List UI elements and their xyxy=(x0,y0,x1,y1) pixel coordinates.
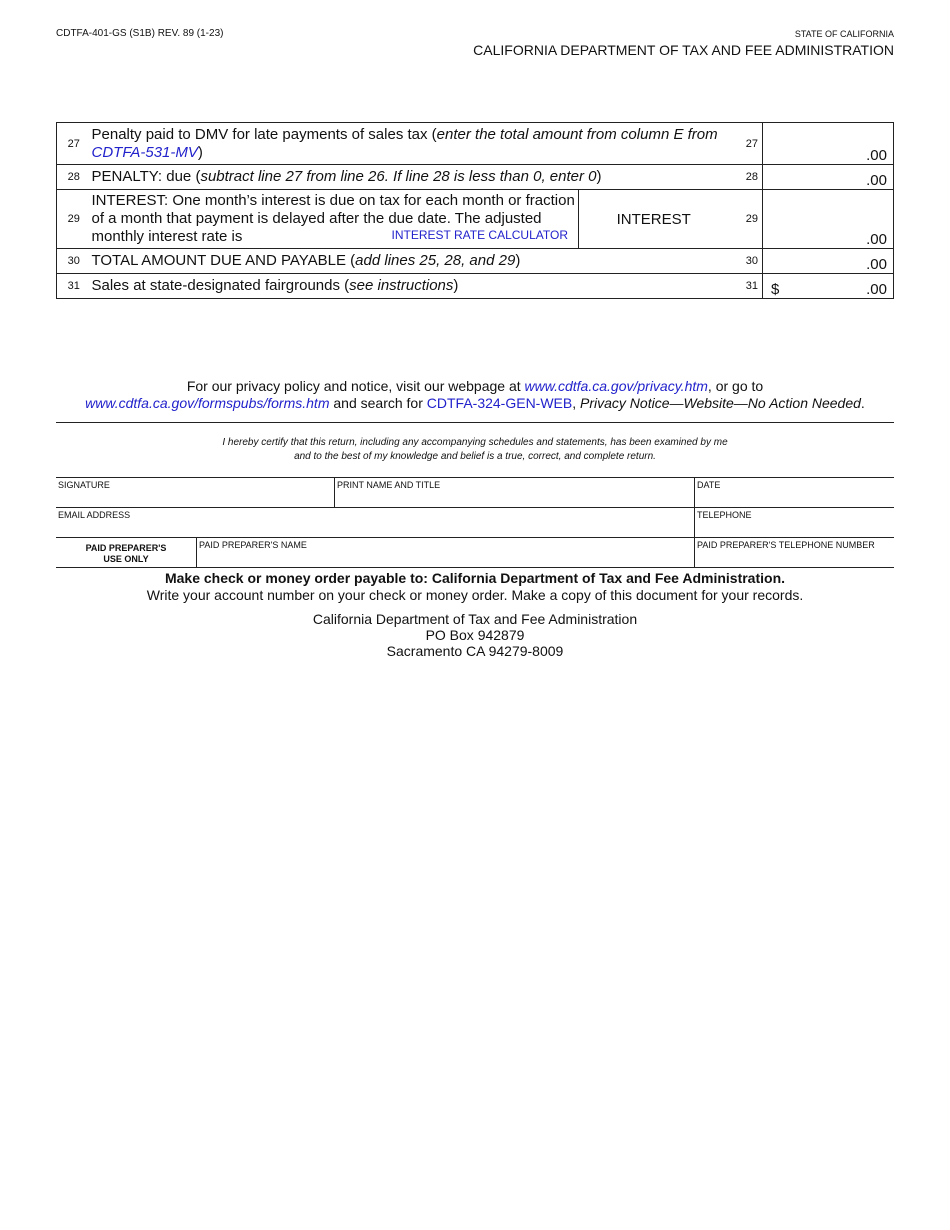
paid-preparer-label: PAID PREPARER'S USE ONLY xyxy=(85,543,167,564)
interest-rate-calculator-link[interactable]: INTEREST RATE CALCULATOR xyxy=(391,228,568,242)
line-number: 31 xyxy=(57,274,91,299)
line-29-description: INTEREST: One month’s interest is due on tax for each month or fraction of a month that payment is delayed after the due date. The adjusted monthly interest rate is INTEREST RATE CALCULATOR xyxy=(91,190,579,249)
tax-lines-table xyxy=(56,122,894,299)
telephone-field[interactable]: TELEPHONE xyxy=(694,508,894,537)
line-label: 28 xyxy=(729,165,763,190)
forms-url-link[interactable]: www.cdtfa.ca.gov/formspubs/forms.htm xyxy=(85,395,330,411)
line-28-amount-input[interactable]: .00 xyxy=(763,165,894,190)
dollar-sign: $ xyxy=(771,281,780,298)
line-27-row xyxy=(57,123,894,165)
contact-row xyxy=(56,508,894,538)
line-30-description: TOTAL AMOUNT DUE AND PAYABLE (add lines 25, 28, and 29) xyxy=(91,249,729,274)
email-field[interactable]: EMAIL ADDRESS xyxy=(58,510,131,520)
divider xyxy=(56,422,894,423)
line-number: 28 xyxy=(57,165,91,190)
line-30-row xyxy=(57,249,894,274)
department-title: CALIFORNIA DEPARTMENT OF TAX AND FEE ADMINISTRATION xyxy=(473,42,894,58)
signature-block xyxy=(56,477,894,568)
line-label: 30 xyxy=(729,249,763,274)
privacy-notice: For our privacy policy and notice, visit our webpage at www.cdtfa.ca.gov/privacy.htm, or go to www.cdtfa.ca.gov/formspubs/forms.htm and search for CDTFA-324-GEN-WEB, Privacy Notice—Website—No Action Needed. xyxy=(85,378,865,411)
line-29-amount-input[interactable]: .00 xyxy=(763,190,894,249)
preparer-row xyxy=(56,538,894,568)
line-label: 27 xyxy=(729,123,763,165)
line-27-amount-input[interactable]: .00 xyxy=(763,123,894,165)
payment-instructions: Make check or money order payable to: California Department of Tax and Fee Administration. Write your account number on your check or money order. Make a copy of this document for your records. xyxy=(146,570,804,603)
line-31-amount-input[interactable]: $ .00 xyxy=(763,274,894,299)
line-29-row xyxy=(57,190,894,249)
print-name-field[interactable]: PRINT NAME AND TITLE xyxy=(334,478,694,507)
line-30-amount-input[interactable]: .00 xyxy=(763,249,894,274)
line-label: 29 xyxy=(729,190,763,249)
line-28-row xyxy=(57,165,894,190)
certification-statement: I hereby certify that this return, including any accompanying schedules and statements, has been examined by me and to the best of my knowledge and belief is a true, correct, and complete return. xyxy=(222,437,728,462)
signature-field[interactable]: SIGNATURE xyxy=(58,480,110,490)
line-number: 27 xyxy=(57,123,91,165)
signature-row xyxy=(56,478,894,508)
line-number: 30 xyxy=(57,249,91,274)
mailing-address: California Department of Tax and Fee Administration PO Box 942879 Sacramento CA 94279-8009 xyxy=(312,611,638,659)
cdtfa-531-mv-link[interactable]: CDTFA-531-MV xyxy=(91,143,198,161)
line-31-row xyxy=(57,274,894,299)
form-id: CDTFA-401-GS (S1B) REV. 89 (1-23) xyxy=(56,28,224,39)
interest-label: INTEREST xyxy=(578,190,728,249)
line-number: 29 xyxy=(57,190,91,249)
line-28-description: PENALTY: due (subtract line 27 from line 26. If line 28 is less than 0, enter 0) xyxy=(91,165,729,190)
state-label: STATE OF CALIFORNIA xyxy=(794,29,894,39)
preparer-name-field[interactable]: PAID PREPARER'S NAME xyxy=(196,538,694,567)
cdtfa-324-gen-web-link[interactable]: CDTFA-324-GEN-WEB xyxy=(426,395,573,411)
privacy-url-link[interactable]: www.cdtfa.ca.gov/privacy.htm xyxy=(524,378,708,394)
preparer-phone-field[interactable]: PAID PREPARER'S TELEPHONE NUMBER xyxy=(694,538,894,567)
date-field[interactable]: DATE xyxy=(694,478,894,507)
line-31-description: Sales at state-designated fairgrounds (see instructions) xyxy=(91,274,729,299)
line-label: 31 xyxy=(729,274,763,299)
line-27-description: Penalty paid to DMV for late payments of sales tax (enter the total amount from column E from CDTFA-531-MV) xyxy=(91,123,729,165)
